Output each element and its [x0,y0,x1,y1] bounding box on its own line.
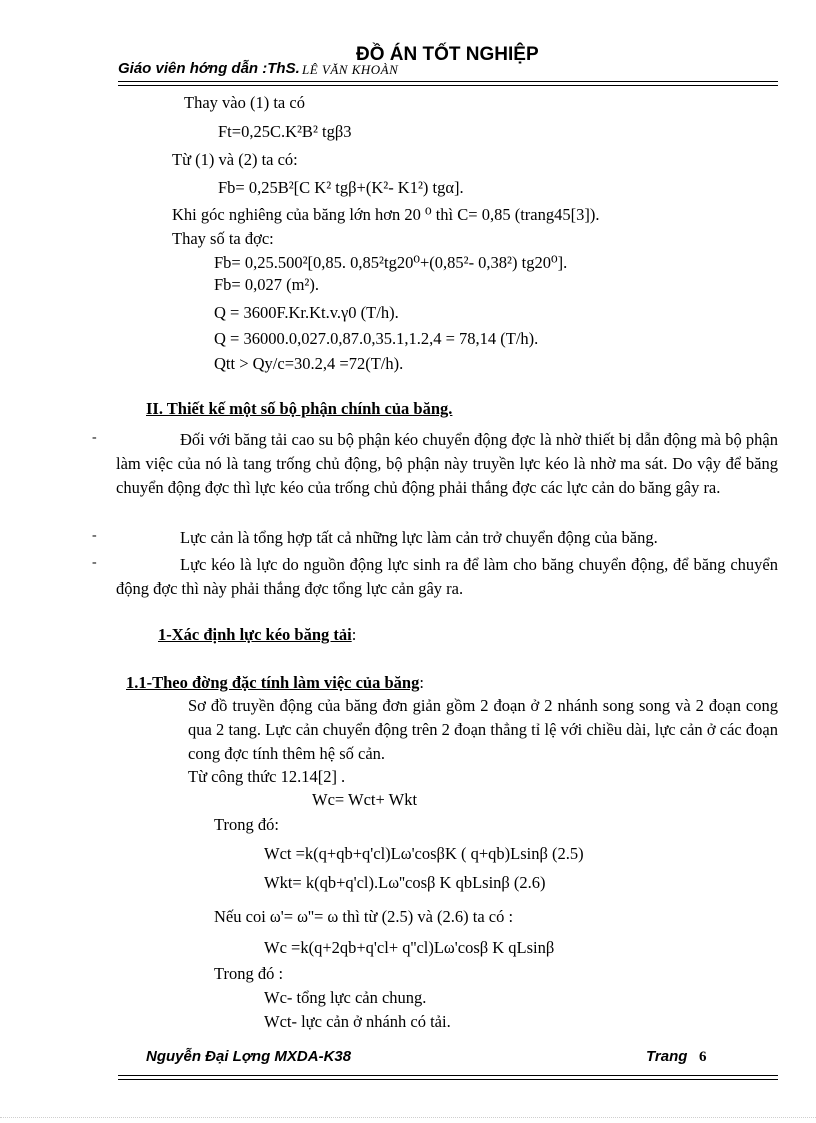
formula-line: Ft=0,25C.K²B² tgβ3 [218,122,352,141]
bullet-dash: - [92,430,97,445]
footer-page-number: 6 [699,1049,707,1065]
footer-page-label: Trang [646,1048,688,1065]
text-line: Wc- tổng lực cản chung. [264,988,427,1007]
formula-line: Fb= 0,25B²[C K² tgβ+(K²- K1²) tgα]. [218,178,464,197]
subsection-heading [126,673,424,693]
subsection-heading-text: 1-Xác định lực kéo băng tải [158,625,352,644]
text-line: Thay số ta đợc: [172,229,274,248]
formula-line: Qtt > Qy/c=30.2,4 =72(T/h). [214,354,404,373]
bullet-dash: - [92,528,97,543]
subsection-heading-text: 1.1-Theo đờng đặc tính làm việc của băng [126,673,420,692]
paragraph: Sơ đồ truyền động của băng đơn giản gồm 2 đoạn ở 2 nhánh song song và 2 đoạn cong qua 2 tang. Lực cản chuyển động trên 2 đoạn thẳng tỉ lệ với chiều dài, lực cản ở các đoạn cong đợc tính thêm hệ số cản. [188,696,778,763]
header-title: ĐỒ ÁN TỐT NGHIỆP [356,44,539,65]
formula-line: Wc= Wct+ Wkt [312,790,418,809]
paragraph: Đối với băng tải cao su bộ phận kéo chuyển động đợc là nhờ thiết bị dẫn động mà bộ phận làm việc của nó là tang trống chủ động, bộ phận này truyền lực kéo là nhờ ma sát. Do vậy để băng chuyển động đợc thì lực kéo của trống chủ động phải thắng đợc các lực cản do băng gây ra. [116,430,778,497]
section-heading: II. Thiết kế một số bộ phận chính của băng. [146,399,453,418]
header-instructor-label: Giáo viên hớng dẫn :ThS. [118,60,300,77]
text-line: Từ (1) và (2) ta có: [172,150,298,169]
text-line: Từ công thức 12.14[2] . [188,767,346,786]
footer-rule-bottom [118,1079,778,1080]
formula-line: Fb= 0,25.500²[0,85. 0,85²tg20⁰+(0,85²- 0,38²) tg20⁰]. [214,253,568,272]
page-edge-dotted-line [0,1117,816,1118]
formula-line: Fb= 0,027 (m²). [214,275,320,294]
footer-author: Nguyễn Đại Lợng MXDA-K38 [146,1048,352,1065]
formula-line: Wc =k(q+2qb+q'cl+ q''cl)Lω'cosβ K qLsinβ [264,938,555,957]
text-line: Nếu coi ω'= ω''= ω thì từ (2.5) và (2.6) ta có : [214,907,514,926]
text-line: Thay vào (1) ta có [184,93,305,112]
subsection-heading-colon: : [419,673,424,692]
paragraph: Lực cản là tổng hợp tất cả những lực làm cản trở chuyển động của băng. [180,528,658,547]
bullet-dash: - [92,555,97,570]
header-instructor-name: LÊ VĂN KHOÀN [302,62,399,77]
text-line: Khi góc nghiêng của băng lớn hơn 20 ⁰ thì C= 0,85 (trang45[3]). [172,205,600,224]
formula-line: Q = 3600F.Kr.Kt.v.γ0 (T/h). [214,303,399,322]
text-line: Wct- lực cản ở nhánh có tải. [264,1012,451,1031]
formula-line: Q = 36000.0,027.0,87.0,35.1,1.2,4 = 78,14 (T/h). [214,329,539,348]
header-rule-bottom [118,85,778,86]
footer-rule-top [118,1075,778,1076]
subsection-heading [158,625,356,645]
header-rule-top [118,81,778,82]
paragraph: Lực kéo là lực do nguồn động lực sinh ra để làm cho băng chuyển động, để băng chuyển động đợc thì này phải thắng đợc tổng lực cản gây ra. [116,555,778,598]
formula-line: Wct =k(q+qb+q'cl)Lω'cosβK ( q+qb)Lsinβ (2.5) [264,844,584,863]
formula-line: Wkt= k(qb+q'cl).Lω''cosβ K qbLsinβ (2.6) [264,873,546,892]
subsection-heading-colon: : [351,625,357,644]
text-line: Trong đó: [214,815,279,834]
text-line: Trong đó : [214,964,284,983]
